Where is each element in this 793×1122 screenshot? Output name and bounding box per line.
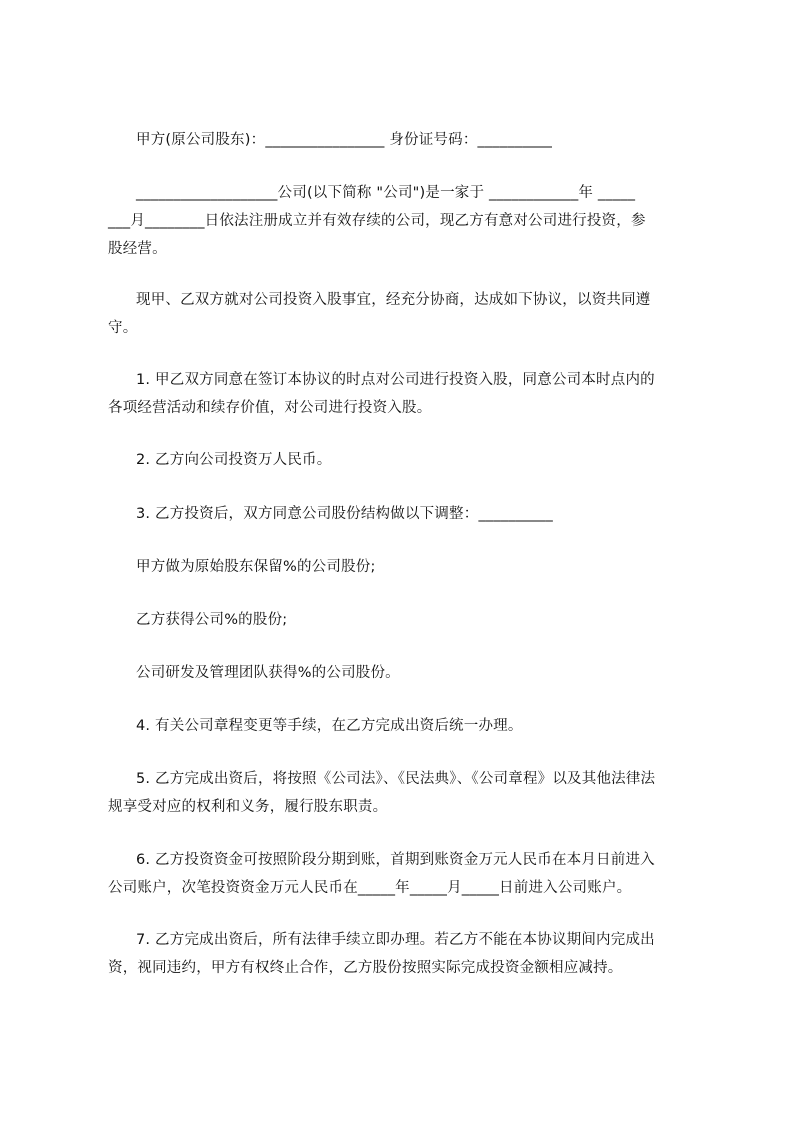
preamble-line-2: 守。 bbox=[108, 320, 138, 336]
company-intro-line-3: 股经营。 bbox=[108, 241, 167, 257]
clause-6-line-1: 6. 乙方投资资金可按照阶段分期到账，首期到账资金万元人民币在本月日前进入 bbox=[136, 852, 655, 868]
clause-7-line-1: 7. 乙方完成出资后，所有法律手续立即办理。若乙方不能在本协议期间内完成出 bbox=[136, 932, 655, 948]
party-a-line: 甲方(原公司股东)：________________ 身份证号码：__________ bbox=[136, 132, 553, 148]
clause-4: 4. 有关公司章程变更等手续，在乙方完成出资后统一办理。 bbox=[136, 718, 523, 734]
share-team: 公司研发及管理团队获得%的公司股份。 bbox=[136, 665, 400, 681]
preamble-line-1: 现甲、乙双方就对公司投资入股事宜，经充分协商，达成如下协议，以资共同遵 bbox=[136, 292, 651, 308]
share-party-b: 乙方获得公司%的股份; bbox=[136, 612, 288, 628]
share-party-a: 甲方做为原始股东保留%的公司股份; bbox=[136, 559, 376, 575]
clause-1-line-2: 各项经营活动和续存价值，对公司进行投资入股。 bbox=[108, 400, 432, 416]
clause-5-line-2: 规享受对应的权利和义务，履行股东职责。 bbox=[108, 799, 388, 815]
clause-2: 2. 乙方向公司投资万人民币。 bbox=[136, 452, 332, 468]
clause-1-line-1: 1. 甲乙双方同意在签订本协议的时点对公司进行投资入股，同意公司本时点内的 bbox=[136, 372, 655, 388]
clause-3: 3. 乙方投资后，双方同意公司股份结构做以下调整：__________ bbox=[136, 506, 553, 522]
clause-7-line-2: 资，视同违约，甲方有权终止合作，乙方股份按照实际完成投资金额相应减持。 bbox=[108, 960, 623, 976]
company-intro-line-2: ___月________日依法注册成立并有效存续的公司，现乙方有意对公司进行投资，参 bbox=[108, 213, 646, 229]
clause-5-line-1: 5. 乙方完成出资后，将按照《公司法》、《民法典》、《公司章程》以及其他法律法 bbox=[136, 771, 656, 787]
company-intro-line-1: ___________________公司(以下简称 "公司")是一家于 ____________年 _____ bbox=[136, 185, 636, 201]
clause-6-line-2: 公司账户，次笔投资资金万元人民币在_____年_____月_____日前进入公司账户。 bbox=[108, 880, 632, 896]
